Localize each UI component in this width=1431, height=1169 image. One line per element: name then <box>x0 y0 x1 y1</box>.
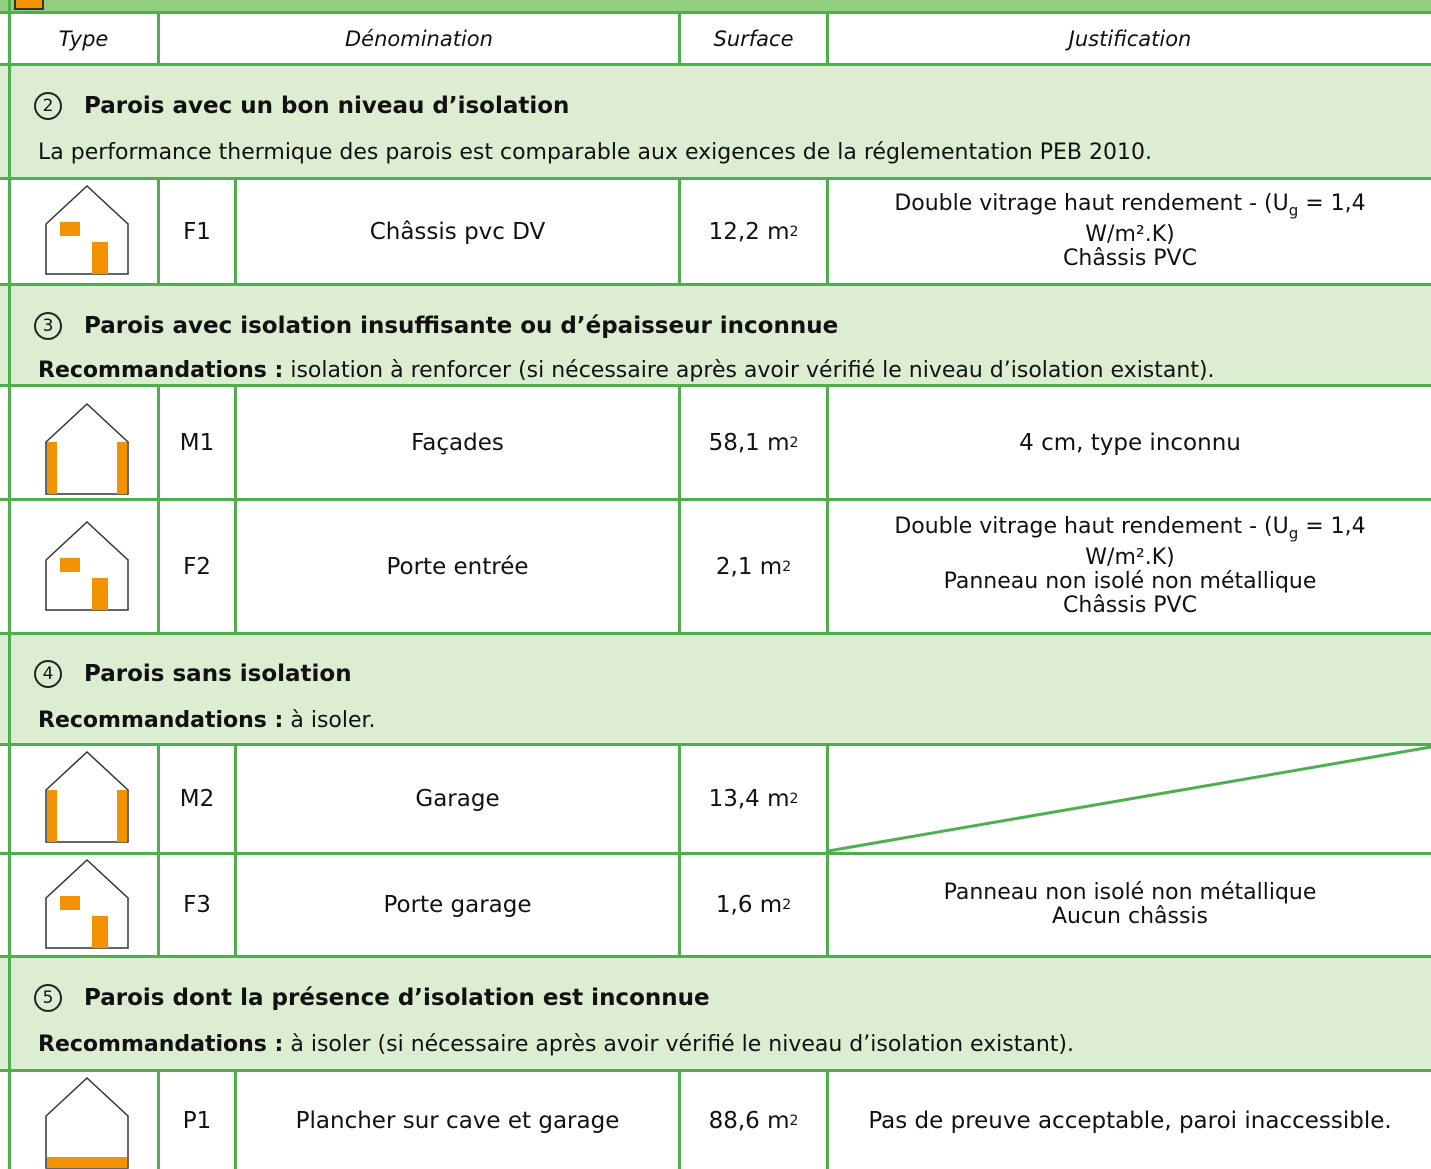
section-3-title <box>34 312 838 340</box>
section-heading: Parois sans isolation <box>84 661 352 687</box>
row-P1-code: P1 <box>182 1107 212 1134</box>
col-header-denomination: Dénomination <box>345 26 493 51</box>
row-F1-surface: 12,2 m 2 <box>708 218 799 245</box>
row-F1-justification: Double vitrage haut rendement - ($U_g = 1,4$ W/m².K) Châssis PVC <box>894 191 1366 271</box>
row-M1-justification: 4 cm, type inconnu <box>1019 429 1241 456</box>
section-heading: Parois dont la présence d’isolation est inconnue <box>84 985 710 1011</box>
row-M1-code: M1 <box>179 429 215 456</box>
row-M2-name: Garage <box>415 786 500 812</box>
row-M1-surface: 58,1 m 2 <box>708 429 799 456</box>
row-F2-justification: Double vitrage haut rendement - ($U_g = 1,4$ W/m².K) Panneau non isolé non métallique Châssis PVC <box>894 514 1366 618</box>
section-number-badge: 2 <box>34 92 62 120</box>
section-heading: Parois avec un bon niveau d’isolation <box>84 93 570 119</box>
section-5-title <box>34 984 710 1012</box>
row-P1-name: Plancher sur cave et garage <box>295 1107 620 1134</box>
legend-tab <box>14 0 44 10</box>
row-M2-code: M2 <box>179 786 215 812</box>
section-5-recommendation: Recommandations : à isoler (si nécessaire après avoir vérifié le niveau d’isolation existant). <box>38 1032 1075 1057</box>
row-F3-name: Porte garage <box>383 892 532 918</box>
window-icon <box>44 858 130 950</box>
section-number-badge: 5 <box>34 984 62 1012</box>
row-F3-code: F3 <box>183 892 211 918</box>
row-P1-surface: 88,6 m 2 <box>708 1107 799 1134</box>
row-F1-code: F1 <box>183 218 211 245</box>
section-number-badge: 4 <box>34 660 62 688</box>
floor-icon <box>44 1076 130 1169</box>
row-P1-justification: Pas de preuve acceptable, paroi inaccessible. <box>868 1107 1392 1134</box>
row-F2-name: Porte entrée <box>386 553 529 580</box>
wall-icon <box>44 750 130 844</box>
col-header-surface: Surface <box>713 26 794 51</box>
row-F2-surface: 2,1 m 2 <box>715 553 792 580</box>
row-M1-name: Façades <box>411 429 504 456</box>
row-F1-name: Châssis pvc DV <box>369 218 546 245</box>
empty-cell-diagonal <box>828 745 1431 853</box>
section-number-badge: 3 <box>34 312 62 340</box>
section-4-title <box>34 660 352 688</box>
section-4-recommendation: Recommandations : à isoler. <box>38 708 376 733</box>
col-header-type: Type <box>58 26 109 51</box>
section-2-title <box>34 92 569 120</box>
section-2-description: La performance thermique des parois est comparable aux exigences de la réglementation PEB 2010. <box>38 140 1152 165</box>
section-heading: Parois avec isolation insuffisante ou d’épaisseur inconnue <box>84 313 839 339</box>
col-header-justification: Justification <box>1068 26 1192 51</box>
window-icon <box>44 184 130 276</box>
wall-icon <box>44 402 130 496</box>
row-F2-code: F2 <box>183 553 211 580</box>
row-F3-justification: Panneau non isolé non métallique Aucun châssis <box>943 880 1317 929</box>
row-M2-surface: 13,4 m 2 <box>708 786 799 812</box>
section-3-recommendation: Recommandations : isolation à renforcer (si nécessaire après avoir vérifié le niveau d’isolation existant). <box>38 358 1215 383</box>
row-F3-surface: 1,6 m 2 <box>715 892 792 918</box>
window-icon <box>44 520 130 612</box>
